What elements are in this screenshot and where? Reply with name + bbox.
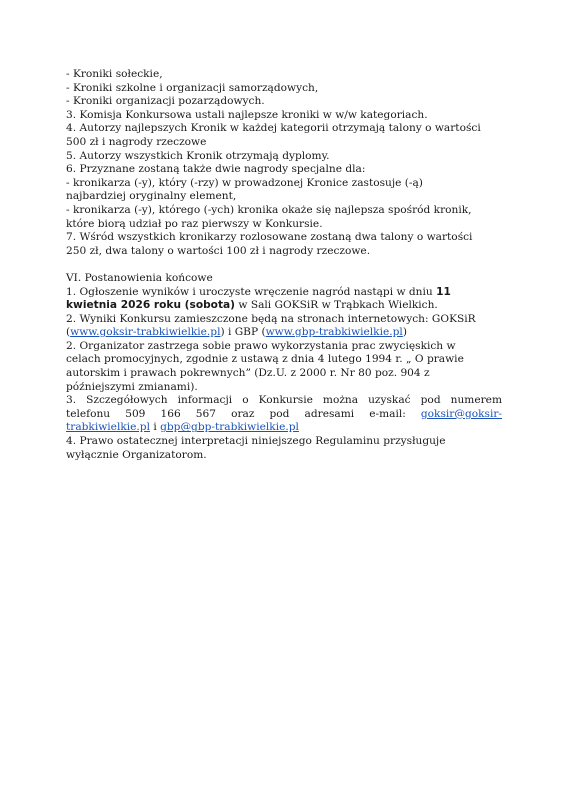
text-line: 7. Wśród wszystkich kronikarzy rozlosowane zostaną dwa talony o wartości bbox=[66, 231, 473, 244]
award-location: w Sali GOKSiR w Trąbkach Wielkich. bbox=[235, 299, 438, 312]
goksir-email-link[interactable]: goksir@goksir- bbox=[420, 407, 502, 420]
goksir-email-link-continued[interactable]: trabkiwielkie.pl bbox=[66, 421, 150, 434]
gbp-website-link[interactable]: www.gbp-trabkiwielkie.pl bbox=[265, 326, 403, 339]
email-separator: i bbox=[149, 421, 161, 434]
text-line: które biorą udział po raz pierwszy w Konkursie. bbox=[66, 217, 323, 230]
text-line: 4. Prawo ostatecznej interpretacji niniejszego Regulaminu przysługuje bbox=[66, 435, 446, 448]
award-date: kwietnia 2026 roku (sobota) bbox=[66, 299, 236, 312]
text-line bbox=[66, 299, 502, 313]
text-line bbox=[66, 421, 502, 435]
text-line: najbardziej oryginalny element, bbox=[66, 190, 237, 203]
text-line: - Kroniki sołeckie, bbox=[66, 68, 163, 80]
text-line: autorskim i prawach pokrewnych” (Dz.U. z 2000 r. Nr 80 poz. 904 z bbox=[66, 367, 430, 380]
paragraph-gap bbox=[66, 258, 502, 272]
text-line: - kronikarza (-y), który (-rzy) w prowadzonej Kronice zastosuje (-ą) bbox=[66, 176, 423, 189]
text-line: 3. Szczegółowych informacji o Konkursie można uzyskać pod numerem bbox=[66, 394, 502, 407]
gbp-email-link[interactable]: gbp@gbp-trabkiwielkie.pl bbox=[160, 421, 299, 434]
text-line bbox=[66, 408, 502, 422]
text-line: 6. Przyznane zostaną także dwie nagrody specjalne dla: bbox=[66, 163, 366, 176]
paren: ) bbox=[402, 326, 407, 339]
contact-text: telefonu 509 166 567 oraz pod adresami e-mail: bbox=[66, 407, 406, 420]
paren: ( bbox=[66, 326, 71, 339]
text-line: - Kroniki szkolne i organizacji samorządowych, bbox=[66, 81, 319, 94]
text-line: 2. Organizator zastrzega sobie prawo wykorzystania prac zwycięskich w bbox=[66, 339, 456, 352]
text-line: 2. Wyniki Konkursu zamieszczone będą na stronach internetowych: GOKSiR bbox=[66, 312, 476, 325]
link-separator: ) i GBP ( bbox=[220, 326, 266, 339]
text-line: późniejszymi zmianami). bbox=[66, 380, 198, 393]
text-line: 5. Autorzy wszystkich Kronik otrzymają dyplomy. bbox=[66, 149, 330, 162]
text-line bbox=[66, 286, 502, 300]
award-text: 1. Ogłoszenie wyników i uroczyste wręczenie nagród nastąpi w dniu bbox=[66, 285, 437, 298]
text-line: 500 zł i nagrody rzeczowe bbox=[66, 135, 207, 148]
text-line: - kronikarza (-y), którego (-ych) kronika okaże się najlepsza spośród kronik, bbox=[66, 203, 472, 216]
document-body bbox=[66, 68, 502, 462]
text-line bbox=[66, 326, 502, 340]
text-line: 250 zł, dwa talony o wartości 100 zł i nagrody rzeczowe. bbox=[66, 244, 371, 257]
award-date-day: 11 bbox=[436, 285, 451, 298]
goksir-website-link[interactable]: www.goksir-trabkiwielkie.pl bbox=[70, 326, 221, 339]
text-line: 3. Komisja Konkursowa ustali najlepsze kroniki w w/w kategoriach. bbox=[66, 108, 428, 121]
text-line: - Kroniki organizacji pozarządowych. bbox=[66, 95, 265, 108]
text-line: wyłącznie Organizatorom. bbox=[66, 448, 207, 461]
text-line: celach promocyjnych, zgodnie z ustawą z dnia 4 lutego 1994 r. „ O prawie bbox=[66, 353, 464, 366]
section-heading: VI. Postanowienia końcowe bbox=[66, 271, 213, 284]
text-line: 4. Autorzy najlepszych Kronik w każdej kategorii otrzymają talony o wartości bbox=[66, 122, 481, 135]
